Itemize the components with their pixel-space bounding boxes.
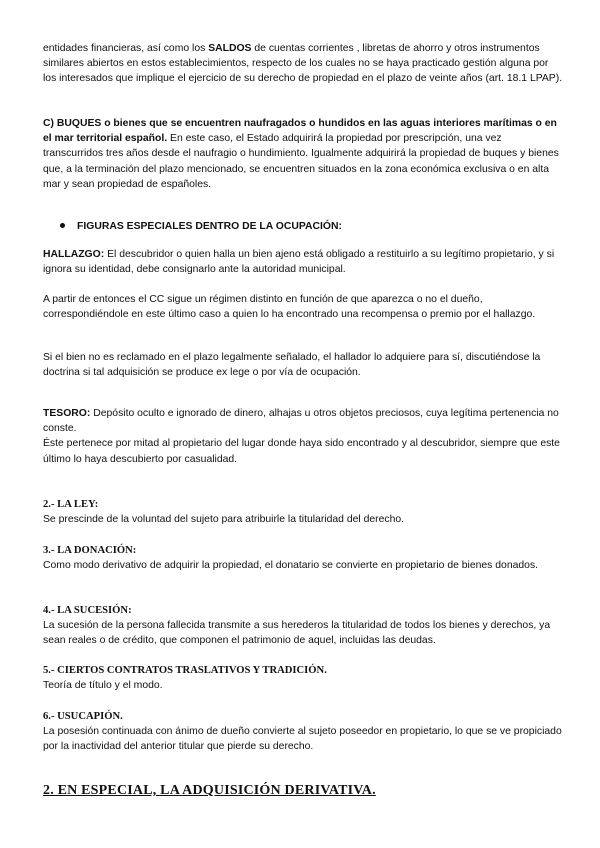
figuras-heading-text: FIGURAS ESPECIALES DENTRO DE LA OCUPACIÓN: [77,221,342,232]
buques-body-text: En este caso, el Estado adquirirá la propiedad por prescripción, una vez transcurridos tres años desde el naufragio o hundimiento. Igualmente adquirirá la propiedad de buques y bienes que, a la terminación del plazo mencionado, se encuentren situados en la zona económica exclusiva o en alta mar y sean propiedad de españoles. [43,133,559,190]
section-donacion [43,543,563,573]
section-ley [43,497,563,527]
tesoro-text-2: Éste pertenece por mitad al propietario del lugar donde haya sido encontrado y al descubridor, siempre que este último lo haya descubierto por casualidad. [43,438,560,465]
section-text: Se prescinde de la voluntad del sujeto para atribuirle la titularidad del derecho. [43,514,405,526]
section-title: 3.- LA DONACIÓN: [43,545,137,556]
hallazgo-text-2: A partir de entonces el CC sigue un régimen distinto en función de que aparezca o no el dueño, correspondiéndole en este último caso a quien lo ha encontrado una recompensa o premio por el hallazgo. [43,294,536,321]
saldos-intro-text: entidades financieras, así como los [43,43,209,54]
saldos-keyword: SALDOS [208,43,252,54]
section-title: 4.- LA SUCESIÓN: [43,605,132,616]
section-usucapion [43,709,563,755]
section-text: Teoría de título y el modo. [43,680,163,692]
section-contratos [43,663,563,693]
tesoro-paragraph [43,406,563,467]
saldos-paragraph [43,41,563,87]
hallazgo-text: El descubridor o quien halla un bien ajeno está obligado a restituirlo a su legítimo propietario, y si ignora su identidad, debe consignarlo ante la autoridad municipal. [43,249,555,276]
main-heading-text: 2. EN ESPECIAL, LA ADQUISICIÓN DERIVATIVA. [43,783,376,798]
hallazgo-text-3: Si el bien no es reclamado en el plazo legalmente señalado, el hallador lo adquiere para sí, discutiéndose la doctrina si tal adquisición se produce ex lege o por vía de ocupación. [43,352,541,379]
hallazgo-paragraph-2 [43,292,563,322]
buques-paragraph [43,116,563,192]
section-title: 2.- LA LEY: [43,499,99,510]
saldos-body-text: de cuentas corrientes , libretas de ahorro y otros instrumentos similares abiertos en estos establecimientos, respecto de los cuales no se haya practicado gestión alguna por los interesados que implique el ejercicio de su derecho de propiedad en el plazo de veinte años (art. 18.1 LPAP). [43,43,563,85]
hallazgo-paragraph-3 [43,350,563,380]
section-text: Como modo derivativo de adquirir la propiedad, el donatario se convierte en propietario de bienes donados. [43,560,539,572]
bullet-icon [60,223,65,228]
figuras-heading [60,219,342,234]
section-title: 5.- CIERTOS CONTRATOS TRASLATIVOS Y TRADICIÓN. [43,665,327,676]
section-text: La posesión continuada con ánimo de dueño convierte al sujeto poseedor en propietario, lo que se ve propiciado por la inactividad del anterior titular que pierde su derecho. [43,726,562,753]
section-title: 6.- USUCAPIÓN. [43,711,123,722]
section-text: La sucesión de la persona fallecida transmite a sus herederos la titularidad de todos los bienes y derechos, ya sean reales o de crédito, que componen el patrimonio de aquel, incluidas las deudas. [43,620,551,647]
section-sucesion [43,603,563,649]
buques-lead: C) BUQUES o bienes que se encuentren naufragados o hundidos en las aguas interiores marítimas o en el mar territorial español. [43,118,557,145]
hallazgo-label: HALLAZGO: [43,249,105,260]
main-section-heading [43,783,563,798]
tesoro-label: TESORO: [43,408,91,419]
tesoro-text: Depósito oculto e ignorado de dinero, alhajas u otros objetos preciosos, cuya legítima pertenencia no conste. [43,408,559,435]
hallazgo-paragraph [43,247,563,277]
